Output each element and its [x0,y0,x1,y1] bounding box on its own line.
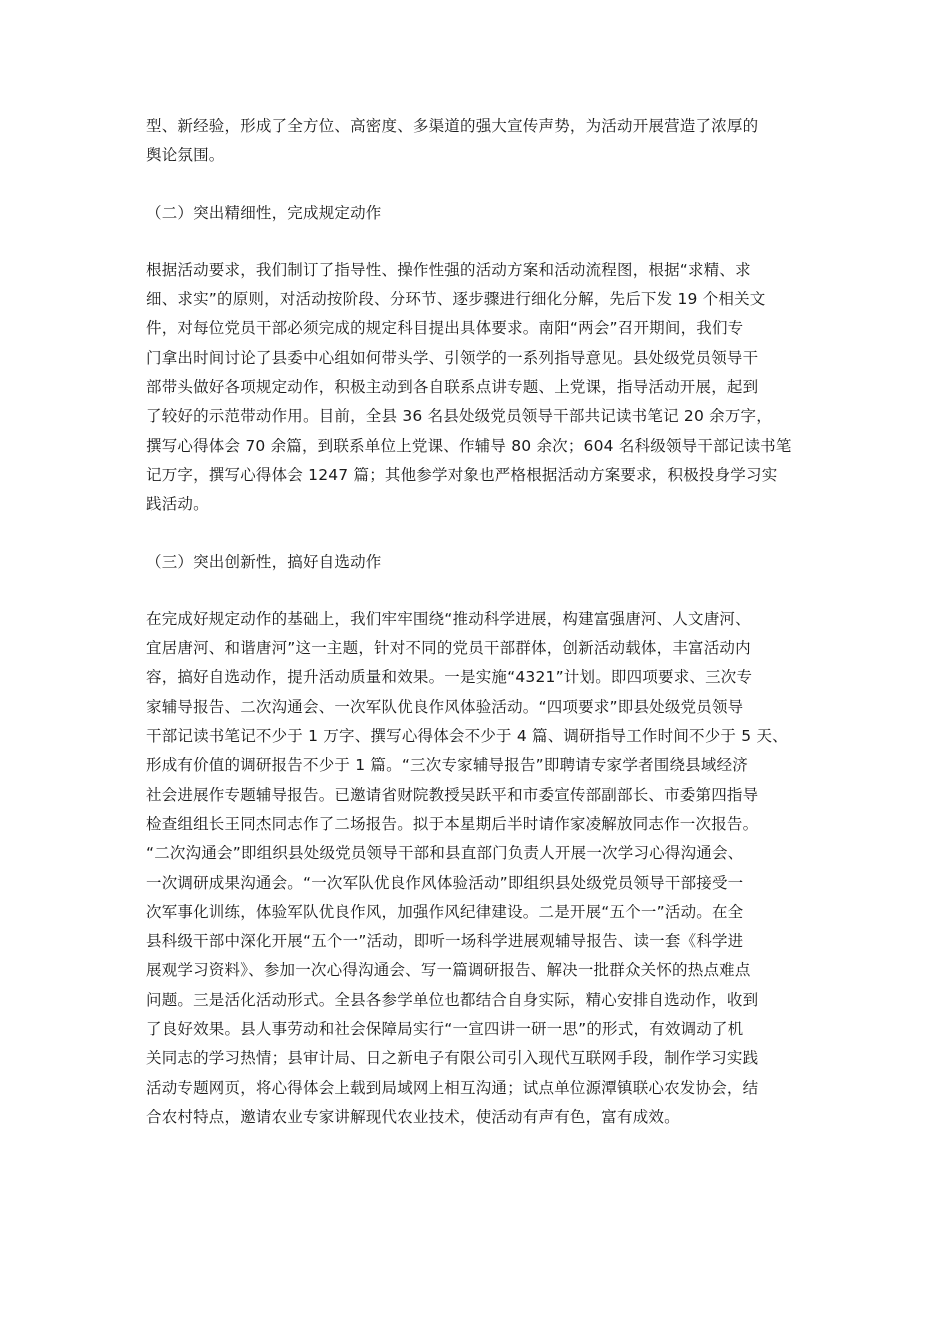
document-page [146,112,812,1132]
text-line: 门拿出时间讨论了县委中心组如何带头学、引领学的一系列指导意见。县处级党员领导干 [146,348,759,367]
text-line: 了较好的示范带动作用。目前，全县 36 名县处级党员领导干部共记读书笔记 20 余万字， [146,407,772,426]
section-heading-3: （三）突出创新性，搞好自选动作 [146,552,382,571]
text-line: 次军事化训练，体验军队优良作风，加强作风纪律建设。二是开展“五个一”活动。在全 [146,902,744,921]
text-line: 了良好效果。县人事劳动和社会保障局实行“一宣四讲一研一思”的形式，有效调动了机 [146,1020,744,1039]
text-line: 型、新经验，形成了全方位、高密度、多渠道的强大宣传声势，为活动开展营造了浓厚的 [146,117,759,135]
text-line: 践活动。 [146,495,209,514]
section-heading-2: （二）突出精细性，完成规定动作 [146,203,382,222]
paragraph-publicity [146,112,812,171]
text-line: 容，搞好自选动作，提升活动质量和效果。一是实施“4321”计划。即四项要求、三次专 [146,668,753,687]
paragraph-optional-actions [146,605,812,1132]
text-line: 撰写心得体会 70 余篇，到联系单位上党课、作辅导 80 余次；604 名科级领导干部记读书笔 [146,436,792,455]
text-line: 宜居唐河、和谐唐河”这一主题，针对不同的党员干部群体，创新活动载体，丰富活动内 [146,639,751,658]
text-line: 活动专题网页，将心得体会上载到局域网上相互沟通；试点单位源潭镇联心农发协会，结 [146,1078,759,1097]
text-line: 关同志的学习热情；县审计局、日之新电子有限公司引入现代互联网手段，制作学习实践 [146,1049,759,1068]
text-line: 干部记读书笔记不少于 1 万字、撰写心得体会不少于 4 篇、调研指导工作时间不少于 5 天、 [146,727,788,746]
text-line: 形成有价值的调研报告不少于 1 篇。“三次专家辅导报告”即聘请专家学者围绕县域经济 [146,756,748,775]
text-line: 一次调研成果沟通会。“一次军队优良作风体验活动”即组织县处级党员领导干部接受一 [146,873,744,892]
text-line: 根据活动要求，我们制订了指导性、操作性强的活动方案和活动流程图，根据“求精、求 [146,260,751,279]
text-line: 检查组组长王同杰同志作了二场报告。拟于本星期后半时请作家凌解放同志作一次报告。 [146,814,759,833]
text-line: 问题。三是活化活动形式。全县各参学单位也都结合自身实际，精心安排自选动作，收到 [146,990,759,1009]
text-line: 件，对每位党员干部必须完成的规定科目提出具体要求。南阳“两会”召开期间，我们专 [146,319,744,338]
text-line: 记万字，撰写心得体会 1247 篇；其他参学对象也严格根据活动方案要求，积极投身学习实 [146,465,778,484]
text-line: 县科级干部中深化开展“五个一”活动，即听一场科学进展观辅导报告、读一套《科学进 [146,932,744,951]
text-line: 家辅导报告、二次沟通会、一次军队优良作风体验活动。“四项要求”即县处级党员领导 [146,697,744,716]
text-line: 展观学习资料》、参加一次心得沟通会、写一篇调研报告、解决一批群众关怀的热点难点 [146,961,751,980]
text-line: 部带头做好各项规定动作，积极主动到各自联系点讲专题、上党课，指导活动开展，起到 [146,378,759,397]
text-line: 舆论氛围。 [146,146,225,165]
paragraph-required-actions [146,256,812,520]
text-line: 在完成好规定动作的基础上，我们牢牢围绕“推动科学进展，构建富强唐河、人文唐河、 [146,609,751,628]
text-line: 合农村特点，邀请农业专家讲解现代农业技术，使活动有声有色，富有成效。 [146,1107,680,1126]
text-line: 细、求实”的原则，对活动按阶段、分环节、逐步骤进行细化分解，先后下发 19 个相关文 [146,290,766,309]
text-line: “二次沟通会”即组织县处级党员领导干部和县直部门负责人开展一次学习心得沟通会、 [146,844,744,863]
text-line: 社会进展作专题辅导报告。已邀请省财院教授吴跃平和市委宣传部副部长、市委第四指导 [146,785,759,804]
